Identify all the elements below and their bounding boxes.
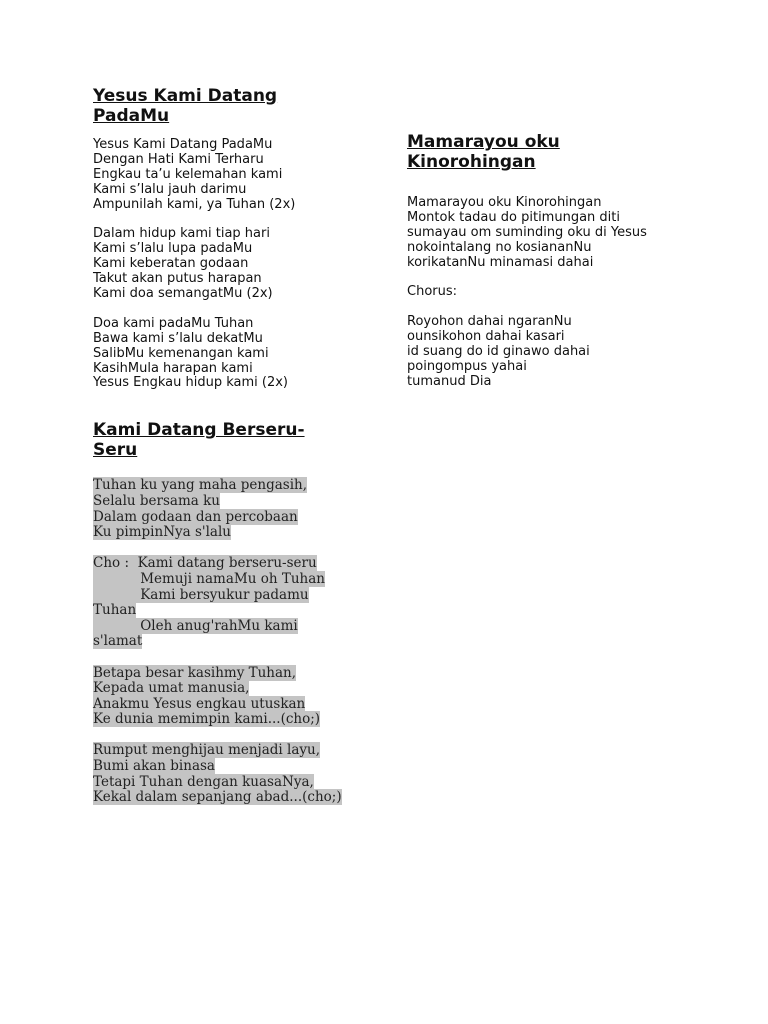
lyric-line: Yesus Engkau hidup kami (2x)	[93, 375, 288, 391]
lyric-line: Ampunilah kami, ya Tuhan (2x)	[93, 196, 296, 212]
lyric-line: Yesus Kami Datang PadaMu	[93, 137, 273, 152]
lyric-line: Doa kami padaMu Tuhan	[93, 315, 254, 331]
lyric-line: Kami bersyukur padamu	[93, 586, 309, 603]
song-mamarayou-oku	[407, 132, 707, 390]
title-line: Mamarayou oku	[407, 132, 560, 152]
lyric-line: korikatanNu minamasi dahai	[407, 254, 594, 270]
lyric-line: KasihMula harapan kami	[93, 360, 253, 376]
lyric-line: Dalam godaan dan percobaan	[93, 508, 298, 525]
lyric-line: Kami keberatan godaan	[93, 256, 249, 272]
lyric-line: Cho : Kami datang berseru-seru	[93, 555, 317, 572]
lyric-line: s'lamat	[93, 633, 143, 650]
lyric-line: Bawa kami s’lalu dekatMu	[93, 330, 263, 346]
lyric-line: nokointalang no kosiananNu	[407, 239, 592, 255]
lyric-line: Engkau ta’u kelemahan kami	[93, 166, 283, 182]
lyric-line: Oleh anug'rahMu kami	[93, 617, 298, 634]
lyric-line: Tuhan	[93, 602, 137, 619]
lyric-line: Montok tadau do pitimungan diti	[407, 209, 620, 225]
lyric-line: Selalu bersama ku	[93, 492, 220, 509]
lyric-line: Tetapi Tuhan dengan kuasaNya,	[93, 773, 314, 790]
lyric-line: Rumput menghijau menjadi layu,	[93, 742, 321, 759]
lyric-line: Memuji namaMu oh Tuhan	[93, 570, 325, 587]
lyric-line: Mamarayou oku Kinorohingan	[407, 195, 602, 210]
lyric-line: Kami s’lalu jauh darimu	[93, 181, 247, 197]
lyric-line: SalibMu kemenangan kami	[93, 345, 269, 361]
title-line: Kinorohingan	[407, 152, 536, 172]
song-title	[93, 86, 363, 126]
lyric-line: Ku pimpinNya s'lalu	[93, 524, 231, 541]
lyric-line: Kami doa semangatMu (2x)	[93, 286, 273, 302]
lyrics	[407, 196, 707, 390]
lyric-line: sumayau om suminding oku di Yesus	[407, 224, 647, 240]
lyric-line: Bumi akan binasa	[93, 758, 215, 775]
lyric-line: Ke dunia memimpin kami...(cho;)	[93, 711, 321, 728]
lyric-line: Kami s’lalu lupa padaMu	[93, 241, 253, 257]
song-yesus-kami-datang	[93, 86, 363, 391]
lyric-line: Takut akan putus harapan	[93, 271, 262, 287]
lyric-line: Kepada umat manusia,	[93, 680, 250, 697]
title-line: Yesus Kami Datang	[93, 86, 278, 106]
title-line: Kami Datang Berseru-	[93, 420, 305, 441]
lyric-line: Dalam hidup kami tiap hari	[93, 226, 270, 242]
title-line: PadaMu	[93, 106, 170, 126]
song-kami-datang-berseru	[93, 420, 363, 805]
lyric-line: Betapa besar kasihmy Tuhan,	[93, 664, 297, 681]
lyrics	[93, 138, 363, 391]
lyric-line: Kekal dalam sepanjang abad...(cho;)	[93, 789, 342, 806]
left-column	[93, 86, 363, 806]
right-column	[407, 132, 707, 390]
song-title	[93, 420, 363, 460]
lyric-line: Royohon dahai ngaranNu	[407, 314, 572, 330]
lyric-line: Anakmu Yesus engkau utuskan	[93, 695, 306, 712]
title-line: Seru	[93, 440, 138, 461]
lyric-line: ounsikohon dahai kasari	[407, 329, 565, 345]
lyric-line: id suang do id ginawo dahai	[407, 344, 590, 360]
lyrics	[93, 478, 363, 805]
lyric-line: Dengan Hati Kami Terharu	[93, 151, 264, 167]
song-title	[407, 132, 707, 172]
chorus-label: Chorus:	[407, 284, 458, 300]
lyric-line: poingompus yahai	[407, 358, 527, 374]
lyric-line: tumanud Dia	[407, 373, 492, 389]
lyric-line: Tuhan ku yang maha pengasih,	[93, 477, 308, 494]
